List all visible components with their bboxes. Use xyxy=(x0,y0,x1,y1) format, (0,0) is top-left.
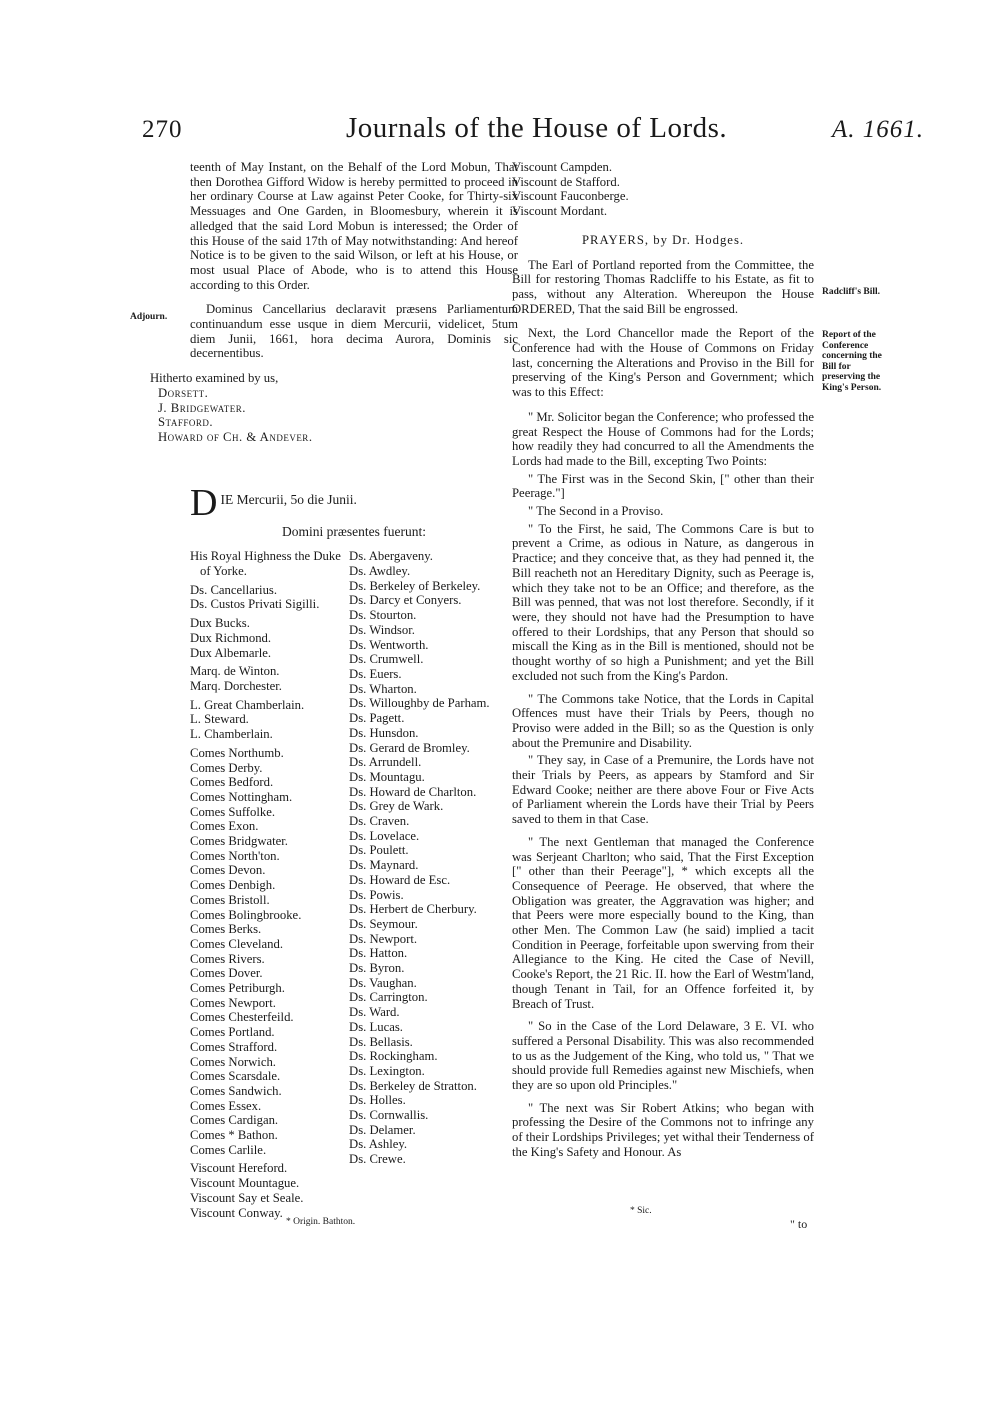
member-entry: Ds. Powis. xyxy=(349,887,404,902)
member-entry: Ds. Bellasis. xyxy=(349,1034,413,1049)
member-entry: Comes Nottingham. xyxy=(190,789,293,804)
member-entry: Comes Suffolke. xyxy=(190,804,276,819)
member-entry: Comes Devon. xyxy=(190,863,266,878)
viscount-entry: Viscount Campden. xyxy=(512,160,613,174)
report-paragraph: " To the First, he said, The Commons Care is but to prevent a Crime, as odious in Nature, as dangerous in Practice; and they conceive that, as they had penned it, the Bill reacheth not an Hereditary Dignity, such as Peerage is, which they take not to be an Office; and therefore, as the Bill was penned, that was not lost therefore. Secondly, if it were, they should not have had the Presumption to have offered to their Lordships, that any Person that should so miscall the King as in the Bill is mentioned, should not be thought worthy of so high a Punishment; and yet the Bill excluded not such from the King's Pardon. xyxy=(512,521,814,683)
right-column xyxy=(512,160,814,1163)
member-entry: Ds. Lucas. xyxy=(349,1019,403,1034)
member-entry: Dux Bucks. xyxy=(190,616,250,631)
member-entry: Comes North'ton. xyxy=(190,848,280,863)
member-entry: Ds. Windsor. xyxy=(349,622,415,637)
member-entry: Comes Berks. xyxy=(190,922,262,937)
side-note-radcliffe: Radcliff's Bill. xyxy=(822,287,881,297)
member-entry: Comes Bristoll. xyxy=(190,892,270,907)
member-entry: Comes Sandwich. xyxy=(190,1083,282,1098)
member-entry: Comes Cardigan. xyxy=(190,1113,279,1128)
member-entry: Ds. Berkeley of Berkeley. xyxy=(349,578,481,593)
adjourn-paragraph: Dominus Cancellarius declaravit præsens Parliamentum continuandum esse usque in diem Mercurii, videlicet, 5tum diem Junii, 1661, hora decima Aurora, Dominis sic decernentibus. xyxy=(190,302,518,361)
member-entry: Comes Derby. xyxy=(190,760,263,775)
member-entry: Ds. Ashley. xyxy=(349,1137,408,1152)
member-entry: Dux Albemarle. xyxy=(190,645,272,660)
examiner-name: Stafford. xyxy=(158,415,214,430)
report-paragraph: " The Commons take Notice, that the Lords in Capital Offences must have their Trials by Peers, though no Proviso were added in the Bill; so as the Question is only about the Premunire and Disability. xyxy=(512,691,814,750)
member-entry: Ds. Euers. xyxy=(349,666,402,681)
running-title: Journals of the House of Lords. xyxy=(346,112,728,144)
member-entry: Ds. Gerard de Bromley. xyxy=(349,740,470,755)
member-entry: Viscount Hereford. xyxy=(190,1161,288,1176)
viscount-entry: Viscount Fauconberge. xyxy=(512,189,629,204)
member-entry: Comes Newport. xyxy=(190,995,276,1010)
member-entry: Ds. Rockingham. xyxy=(349,1049,438,1064)
member-entry: Ds. Lexington. xyxy=(349,1063,425,1078)
member-entry: Comes Portland. xyxy=(190,1025,275,1040)
order-paragraph: teenth of May Instant, on the Behalf of the Lord Mobun, That then Dorothea Gifford Widow is hereby permitted to proceed in her ordinary Course at Law against Peter Cooke, for Thirty-six Messuages and One Garden, in Bloomesbury, wherein it is alledged that the said Lord Mobun is interessed; the Order of this House of the said 17th of May notwithstanding: And hereof Notice is to be given to the said Wilson, or left at his House, or most usual Place of Abode, who is to attend this House according to this Order. xyxy=(190,160,518,292)
members-column-2 xyxy=(349,549,518,1220)
member-entry: Ds. Craven. xyxy=(349,814,410,829)
member-entry: Ds. Berkeley de Stratton. xyxy=(349,1078,477,1093)
member-entry: Comes Denbigh. xyxy=(190,878,276,893)
radcliffe-paragraph: The Earl of Portland reported from the Committee, the Bill for restoring Thomas Radcliffe to his Estate, as fit to pass, without any Alteration. Whereupon the House ORDERED, That the said Bill be engrossed. xyxy=(512,257,814,316)
present-heading: Domini præsentes fuerunt: xyxy=(282,523,426,539)
day-heading: IE Mercurii, 5o die Junii. xyxy=(220,491,357,507)
report-paragraph: " So in the Case of the Lord Delaware, 3 E. VI. who suffered a Personal Disability. This was also recommended to us as the Judgement of the King, who told us, " That we should provide full Remedies against new Mischiefs, when they are so upon old Principles." xyxy=(512,1019,814,1093)
side-note-adjourn: Adjourn. xyxy=(130,312,168,322)
member-entry: Comes Bedford. xyxy=(190,775,274,790)
member-entry: Comes Northumb. xyxy=(190,745,284,760)
member-entry: Marq. Dorchester. xyxy=(190,678,282,693)
member-entry: Comes Petriburgh. xyxy=(190,981,285,996)
member-entry: L. Great Chamberlain. xyxy=(190,697,305,712)
member-entry: Ds. Newport. xyxy=(349,931,418,946)
report-paragraph: " Mr. Solicitor began the Conference; who professed the great Respect the House of Commons had for the Lords; how readily they had concurred to all the Amendments the Lords had made to the Bill, excepting Two Points: xyxy=(512,409,814,468)
new-day-heading xyxy=(190,481,518,540)
examiner-name: Dorsett. xyxy=(158,385,209,400)
member-entry: Comes Strafford. xyxy=(190,1039,278,1054)
member-entry: Comes Dover. xyxy=(190,966,263,981)
member-entry: Ds. Holles. xyxy=(349,1093,406,1108)
page-number: 270 xyxy=(142,116,183,143)
member-entry: Ds. Ward. xyxy=(349,1005,400,1020)
member-entry: Dux Richmond. xyxy=(190,630,272,645)
member-entry: Ds. Poulett. xyxy=(349,843,409,858)
page-year: A. 1661. xyxy=(832,116,925,143)
examined-intro: Hitherto examined by us, xyxy=(150,371,279,386)
report-paragraph: " The First was in the Second Skin, [" other than their Peerage."] xyxy=(512,471,814,501)
member-entry: Ds. Herbert de Cherbury. xyxy=(349,902,477,917)
member-entry: Marq. de Winton. xyxy=(190,664,280,679)
member-entry: Viscount Mountague. xyxy=(190,1176,300,1191)
prayers-heading: PRAYERS, by Dr. Hodges. xyxy=(581,232,745,247)
member-entry: Ds. Awdley. xyxy=(349,564,411,579)
member-entry: Ds. Abergaveny. xyxy=(349,549,433,564)
member-entry: Comes Exon. xyxy=(190,819,259,834)
member-entry: Ds. Seymour. xyxy=(349,916,418,931)
member-entry: Comes Carlile. xyxy=(190,1142,267,1157)
side-note-report: Report of the Conference concerning the Bill for preserving the King's Person. xyxy=(822,330,882,393)
member-entry: Ds. Pagett. xyxy=(349,711,405,726)
footnote-right: * Sic. xyxy=(630,1206,652,1216)
member-entry: Comes * Bathon. xyxy=(190,1128,278,1143)
member-entry: Ds. Grey de Wark. xyxy=(349,799,444,814)
catchword: " to xyxy=(790,1217,808,1231)
footnote-left: * Origin. Bathton. xyxy=(286,1217,356,1227)
member-entry: Viscount Say et Seale. xyxy=(190,1190,304,1205)
member-entry: Comes Scarsdale. xyxy=(190,1069,281,1084)
member-entry: Ds. Vaughan. xyxy=(349,975,417,990)
member-entry: Ds. Howard de Esc. xyxy=(349,872,451,887)
examiner-name: Howard of Ch. & Andever. xyxy=(158,429,313,444)
report-paragraph: " The next Gentleman that managed the Conference was Serjeant Charlton; who said, That the First Exception [" other than their Peerage"], * which excepts all the Consequence of Peerage. He observed, that where the Obligation was greater, the Aggravation was higher; and that Peers were more especially bound to the King, than other Men. The Common Law (he said) implied a tacit Condition in Peerage, forfeitable upon swerving from their Allegiance to the King. He cited the Case of Nevill, Cooke's Report, the 21 Ric. II. how the Earl of Westm'land, though Tenant in Tail, for an Offence forfeited it, by Breach of Trust. xyxy=(512,834,814,1011)
members-column-1 xyxy=(190,549,349,1220)
member-entry: Ds. Carrington. xyxy=(349,990,428,1005)
member-entry: Viscount Conway. xyxy=(190,1205,283,1220)
member-entry: Ds. Custos Privati Sigilli. xyxy=(190,597,320,612)
member-entry: L. Chamberlain. xyxy=(190,727,273,742)
viscount-entry: Viscount Mordant. xyxy=(512,204,608,219)
member-entry: Ds. Delamer. xyxy=(349,1122,416,1137)
member-entry: Ds. Mountagu. xyxy=(349,769,425,784)
member-entry: Comes Essex. xyxy=(190,1098,262,1113)
members-list xyxy=(190,549,518,1220)
report-paragraph: " The Second in a Proviso. xyxy=(528,504,664,519)
member-entry: Ds. Hatton. xyxy=(349,946,408,961)
member-entry: Ds. Darcy et Conyers. xyxy=(349,593,462,608)
conference-report xyxy=(512,410,814,1160)
member-entry: Ds. Arrundell. xyxy=(349,755,422,770)
member-entry: Ds. Stourton. xyxy=(349,608,417,623)
member-entry: Comes Rivers. xyxy=(190,951,265,966)
member-entry: Ds. Wentworth. xyxy=(349,637,429,652)
member-entry: Ds. Maynard. xyxy=(349,858,419,873)
member-entry: Ds. Byron. xyxy=(349,961,405,976)
examined-block xyxy=(150,371,518,445)
member-entry: L. Steward. xyxy=(190,712,249,727)
member-entry: Comes Bridgwater. xyxy=(190,834,288,849)
member-entry: Comes Chesterfeild. xyxy=(190,1010,294,1025)
viscount-entry: Viscount de Stafford. xyxy=(512,174,620,189)
member-entry: Ds. Crumwell. xyxy=(349,652,424,667)
member-entry: Ds. Willoughby de Parham. xyxy=(349,696,490,711)
report-paragraph: Next, the Lord Chancellor made the Report of the Conference had with the House of Commons on Friday last, concerning the Alterations and Proviso in the Bill for preserving of the King's Person and Government; which was to this Effect: xyxy=(512,326,814,400)
member-entry: Ds. Hunsdon. xyxy=(349,725,419,740)
report-paragraph: " They say, in Case of a Premunire, the Lords have not their Trials by Peers, as appears by Stamford and Sir Edward Cooke; neither are there above Four or Five Acts of Parliament wherein the Lords have their Trial by Peers saved to them in that Case. xyxy=(512,753,814,827)
member-entry: Ds. Howard de Charlton. xyxy=(349,784,477,799)
member-entry: Ds. Cancellarius. xyxy=(190,582,278,597)
member-entry: His Royal Highness the Duke of Yorke. xyxy=(190,549,341,579)
member-entry: Ds. Lovelace. xyxy=(349,828,420,843)
member-entry: Ds. Cornwallis. xyxy=(349,1108,429,1123)
member-entry: Comes Norwich. xyxy=(190,1054,276,1069)
member-entry: Comes Cleveland. xyxy=(190,936,284,951)
drop-cap: D xyxy=(190,481,218,524)
left-column xyxy=(150,160,518,1220)
member-entry: Ds. Wharton. xyxy=(349,681,417,696)
examiner-name: J. Bridgewater. xyxy=(158,400,246,415)
member-entry: Comes Bolingbrooke. xyxy=(190,907,302,922)
report-paragraph: " The next was Sir Robert Atkins; who began with professing the Desire of the Commons not to infringe any of their Lordships Privileges; yet withal their Tenderness of the King's Safety and Honour. As xyxy=(512,1100,814,1159)
member-entry: Ds. Crewe. xyxy=(349,1152,406,1167)
